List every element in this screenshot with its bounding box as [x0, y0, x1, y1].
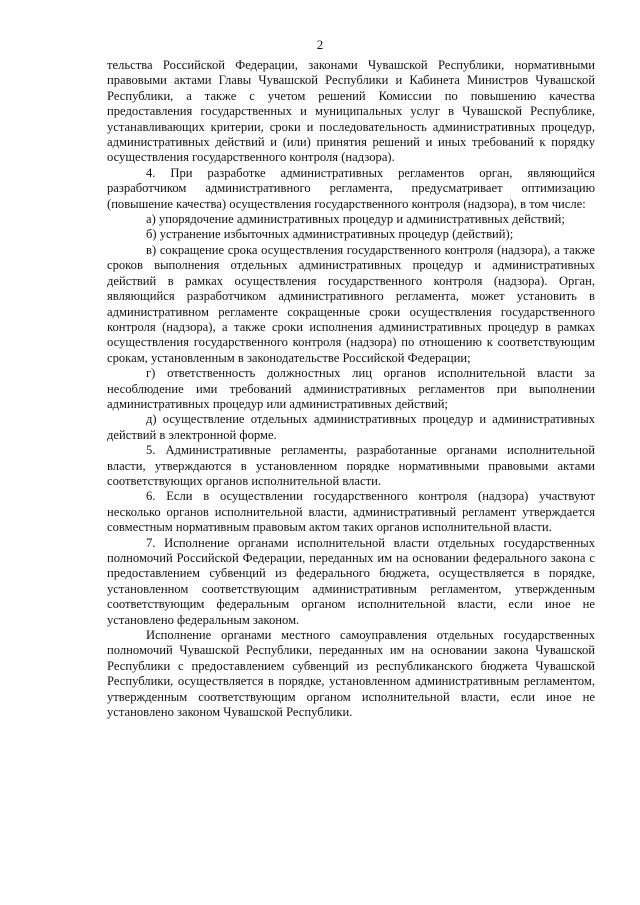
paragraph-subitem-d: д) осуществление отдельных административных процедур и административных действий в электронной форме.	[107, 412, 595, 442]
paragraph-item-6: 6. Если в осуществлении государственного контроля (надзора) участвуют несколько органов исполнительной власти, административный регламент утверждается совместным нормативным правовым актом таких органов исполнительной власти.	[107, 489, 595, 535]
paragraph-subitem-g: г) ответственность должностных лиц органов исполнительной власти за несоблюдение ими требований административных регламентов при выполнении административных процедур или административных действий;	[107, 366, 595, 411]
document-body	[107, 58, 595, 720]
paragraph-item-7-continued: Исполнение органами местного самоуправления отдельных государственных полномочий Чувашской Республики, переданных им на основании закона Чувашской Республики с предоставлением субвенций из республиканского бюджета Чувашской Республики, осуществляется в порядке, установленном административным регламентом, утвержденным соответствующим органом исполнительной власти, если иное не установлено законом Чувашской Республики.	[107, 628, 595, 720]
paragraph-item-5: 5. Административные регламенты, разработанные органами исполнительной власти, утверждаются в установленном порядке нормативными правовыми актами соответствующих органов исполнительной власти.	[107, 443, 595, 488]
page-number: 2	[316, 37, 324, 52]
paragraph-item-7: 7. Исполнение органами исполнительной власти отдельных государственных полномочий Российской Федерации, переданных им на основании федерального закона с предоставлением субвенций из федерального бюджета, осуществляется в порядке, установленном соответствующим административным регламентом, утвержденным соответствующим федеральным органом исполнительной власти, если иное не установлено федеральным законом.	[107, 535, 595, 627]
paragraph-subitem-b: б) устранение избыточных административных процедур (действий);	[146, 227, 514, 242]
paragraph-subitem-v: в) сокращение срока осуществления государственного контроля (надзора), а также сроков выполнения отдельных административных процедур и административных действий в рамках осуществления государственного контроля (надзора). Орган, являющийся разработчиком административного регламента, может установить в административном регламенте сокращенные сроки осуществления государственного контроля (надзора), а также сроки исполнения административных процедур в рамках осуществления государственного контроля (надзора) по отношению к соответствующим срокам, установленным в законодательстве Российской Федерации;	[107, 242, 595, 365]
paragraph-subitem-a: а) упорядочение административных процедур и административных действий;	[146, 212, 565, 227]
paragraph-continuation: тельства Российской Федерации, законами Чувашской Республики, нормативными правовыми актами Главы Чувашской Республики и Кабинета Министров Чувашской Республики, а также с учетом решений Комиссии по повышению качества предоставления государственных и муниципальных услуг в Чувашской Республике, устанавливающих критерии, сроки и последовательность административных процедур, административных действий и (или) принятия решений и иных требований к порядку осуществления государственного контроля (надзора).	[107, 58, 595, 165]
paragraph-item-4: 4. При разработке административных регламентов орган, являющийся разработчиком административного регламента, предусматривает оптимизацию (повышение качества) осуществления государственного контроля (надзора), в том числе:	[107, 165, 595, 211]
